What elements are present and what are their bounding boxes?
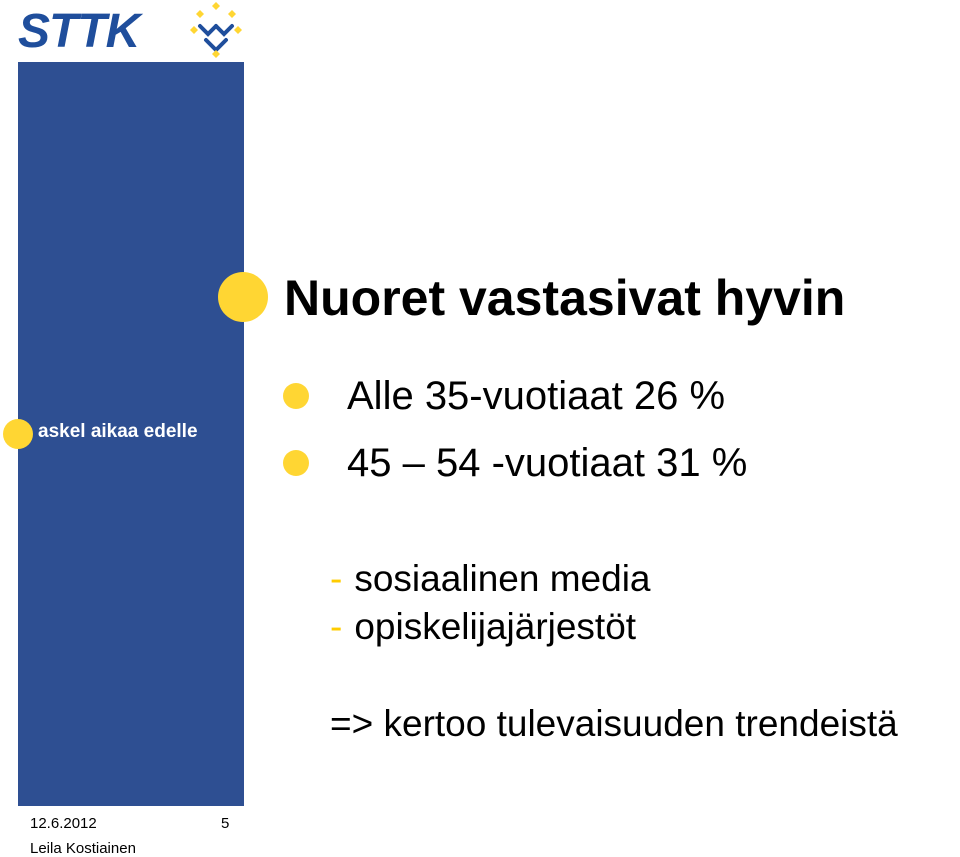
logo-text: STTK <box>18 5 140 58</box>
bullet-item: 45 – 54 -vuotiaat 31 % <box>347 441 748 485</box>
slide-title: Nuoret vastasivat hyvin <box>284 270 846 326</box>
bullet-icon <box>283 450 309 476</box>
footer-author: Leila Kostiainen <box>30 840 136 857</box>
sttk-logo <box>18 2 250 62</box>
sub-item <box>330 605 636 649</box>
page-number: 5 <box>221 815 230 832</box>
footer-date: 12.6.2012 <box>30 815 97 832</box>
bullet-icon <box>283 383 309 409</box>
slogan-bullet-icon <box>3 419 33 449</box>
sub-item-text: opiskelijajärjestöt <box>354 606 637 647</box>
sub-item <box>330 557 651 601</box>
sub-item-text: sosiaalinen media <box>354 558 651 599</box>
logo-star-icon <box>186 2 250 62</box>
bullet-item: Alle 35-vuotiaat 26 % <box>347 374 726 418</box>
conclusion-text: => kertoo tulevaisuuden trendeistä <box>330 703 898 744</box>
sub-item-dash: - <box>330 558 343 599</box>
slogan-text: askel aikaa edelle <box>38 421 198 442</box>
title-bullet-icon <box>218 272 268 322</box>
sub-item-dash: - <box>330 606 343 647</box>
